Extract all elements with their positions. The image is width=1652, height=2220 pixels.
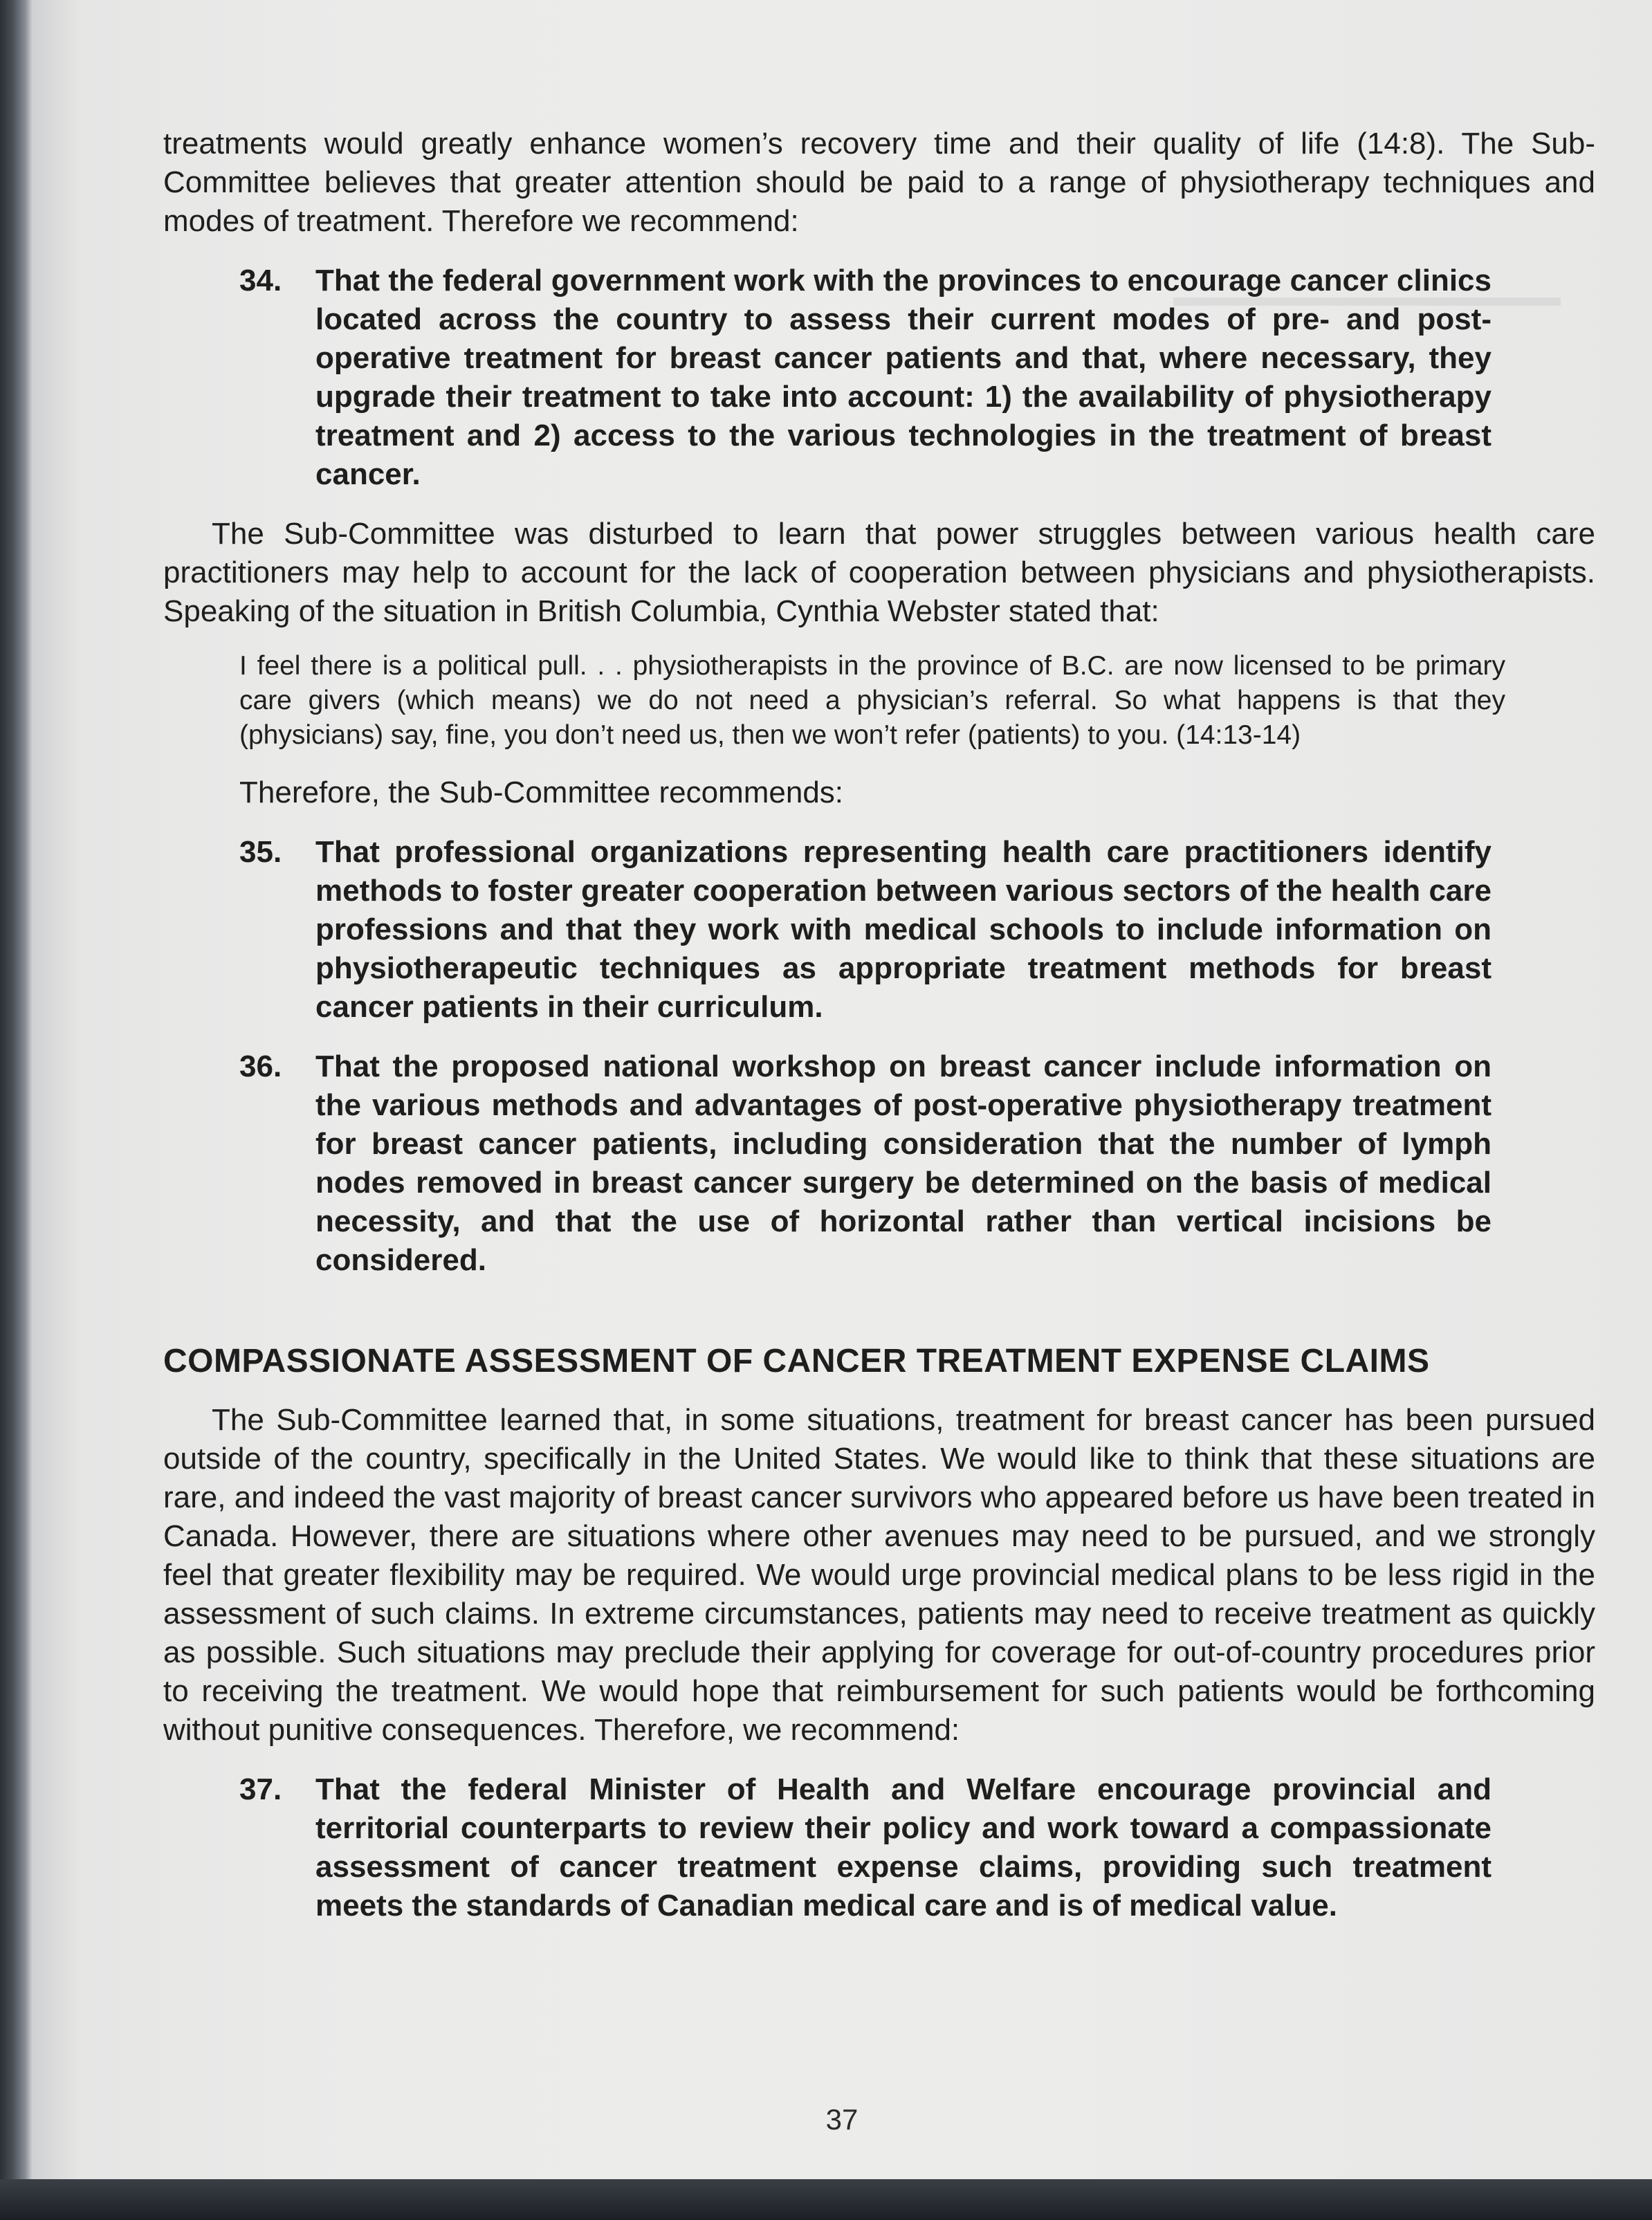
- recommendation-text: That professional organizations representing health care practitioners identify methods to foster greater cooperation between various sectors of the health care professions and that they work with medical schools to include information on physiotherapeutic techniques as appropriate treatment methods for breast cancer patients in their curriculum.: [315, 835, 1492, 1024]
- recommendation-text: That the proposed national workshop on breast cancer include information on the various methods and advantages of post-operative physiotherapy treatment for breast cancer patients, including consideration that the number of lymph nodes removed in breast cancer surgery be determined on the basis of medical necessity, and that the use of horizontal rather than vertical incisions be considered.: [315, 1049, 1492, 1277]
- paragraph-out-of-country: The Sub-Committee learned that, in some situations, treatment for breast cancer has been pursued outside of the country, specifically in the United States. We would like to think that these situations are rare, and indeed the vast majority of breast cancer survivors who appeared before us have been treated in Canada. However, there are situations where other avenues may need to be pursued, and we strongly feel that greater flexibility may be required. We would urge provincial medical plans to be less rigid in the assessment of such claims. In extreme circumstances, patients may need to receive treatment as quickly as possible. Such situations may preclude their applying for coverage for out-of-country procedures prior to receiving the treatment. We would hope that reimbursement for such patients would be forthcoming without punitive consequences. Therefore, we recommend:: [163, 1403, 1595, 1747]
- recommendation-number: 37.: [239, 1772, 282, 1806]
- scan-bottom-edge: [0, 2179, 1652, 2220]
- recommendation-number: 36.: [239, 1049, 282, 1083]
- paragraph-power-struggles: The Sub-Committee was disturbed to learn that power struggles between various health care practitioners may help to account for the lack of cooperation between physicians and physiotherapists. Speaking of the situation in British Columbia, Cynthia Webster stated that:: [163, 517, 1595, 628]
- page-number: 37: [825, 2103, 859, 2136]
- recommendation-36: [239, 1047, 1492, 1280]
- book-binding-edge: [0, 0, 32, 2220]
- recommendation-number: 34.: [239, 264, 282, 297]
- paragraph-physiotherapy-intro: treatments would greatly enhance women’s recovery time and their quality of life (14:8). The Sub-Committee believes that greater attention should be paid to a range of physiotherapy techniques and modes of treatment. Therefore we recommend:: [163, 127, 1595, 238]
- block-quote-webster: I feel there is a political pull. . . physiotherapists in the province of B.C. are now licensed to be primary care givers (which means) we do not need a physician’s referral. So what happens is that they (physicians) say, fine, you don’t need us, then we won’t refer (patients) to you. (14:13-14): [239, 651, 1505, 750]
- recommendation-34: [239, 262, 1492, 494]
- document-page: [32, 0, 1652, 2179]
- recommendation-text: That the federal government work with the provinces to encourage cancer clinics located across the country to assess their current modes of pre- and post-operative treatment for breast cancer patients and that, where necessary, they upgrade their treatment to take into account: 1) the availability of physiotherapy treatment and 2) access to the various technologies in the treatment of breast cancer.: [315, 264, 1492, 491]
- recommendation-text: That the federal Minister of Health and Welfare encourage provincial and territorial counterparts to review their policy and work toward a compassionate assessment of cancer treatment expense claims, providing such treatment meets the standards of Canadian medical care and is of medical value.: [315, 1772, 1492, 1923]
- page-content: [163, 125, 1595, 1946]
- section-heading: COMPASSIONATE ASSESSMENT OF CANCER TREATMENT EXPENSE CLAIMS: [163, 1343, 1430, 1379]
- recommendation-number: 35.: [239, 835, 282, 869]
- recommendation-35: [239, 833, 1492, 1027]
- paragraph-therefore: Therefore, the Sub-Committee recommends:: [239, 776, 844, 809]
- recommendation-37: [239, 1770, 1492, 1925]
